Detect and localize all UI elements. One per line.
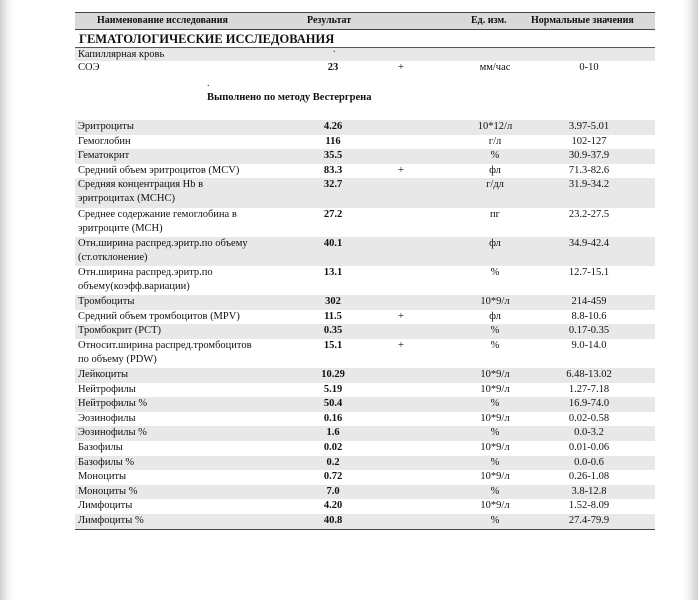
row-name-line2: эритроцитах (MCHC): [78, 193, 176, 205]
row-unit: г/дл: [486, 179, 504, 191]
row-value: 40.8: [323, 515, 343, 527]
row-norm: 8.8-10.6: [571, 310, 607, 322]
row-name-line2: по объему (PDW): [78, 353, 157, 365]
row-norm: 0.02-0.58: [568, 412, 610, 424]
row-unit: 10*9/л: [480, 296, 510, 308]
table-row: [75, 441, 655, 456]
row-name: Моноциты %: [78, 485, 138, 497]
table-row: [75, 499, 655, 514]
row-name-line2: эритроците (MCH): [78, 222, 163, 234]
table-row: [75, 485, 655, 500]
table-row: [75, 310, 655, 325]
row-name-line2: (ст.отклонение): [78, 251, 148, 263]
row-name: Относит.ширина распред.тромбоцитов: [78, 339, 252, 351]
table-row: [75, 514, 655, 529]
row-name: Лимфоциты %: [78, 515, 144, 527]
row-norm: 12.7-15.1: [568, 266, 610, 278]
row-name: Нейтрофилы %: [78, 398, 148, 410]
table-header: [75, 12, 655, 30]
row-unit: 10*9/л: [480, 412, 510, 424]
row-norm: 23.2-27.5: [568, 208, 610, 220]
table-row: [75, 149, 655, 164]
row-norm: 34.9-42.4: [568, 237, 610, 249]
sample-row: [75, 48, 655, 61]
row-value: 83.3: [323, 164, 343, 176]
row-value: 7.0: [326, 485, 340, 497]
row-unit: %: [490, 485, 500, 497]
row-name: Лимфоциты: [78, 500, 133, 512]
row-value: 0.02: [323, 442, 343, 454]
row-name: Эритроциты: [78, 121, 134, 132]
row-value: 4.20: [323, 500, 343, 512]
method-dot: .: [207, 78, 210, 89]
header-unit: Ед. изм.: [471, 15, 507, 26]
row-unit: 10*9/л: [480, 442, 510, 454]
row-flag: +: [398, 339, 404, 351]
header-name: Наименование исследования: [97, 15, 228, 26]
row-name: Средняя концентрация Hb в: [78, 179, 204, 191]
table-row: [75, 456, 655, 471]
row-name: Базофилы: [78, 442, 123, 454]
row-value: 10.29: [321, 369, 345, 381]
row-norm: 0.0-0.6: [574, 456, 604, 468]
table-row: [75, 208, 655, 237]
row-norm: 71.3-82.6: [568, 164, 610, 176]
row-norm: 9.0-14.0: [571, 339, 607, 351]
table-row: [75, 368, 655, 383]
row-unit: 10*9/л: [480, 471, 510, 483]
row-name: Эозинофилы: [78, 412, 136, 424]
row-name: Гематокрит: [78, 150, 130, 162]
row-norm: 1.52-8.09: [568, 500, 610, 512]
sample-label: Капиллярная кровь: [78, 49, 165, 60]
row-name: Базофилы %: [78, 456, 135, 468]
row-value: 4.26: [323, 121, 343, 132]
results-table: [75, 120, 655, 529]
method-note: Выполнено по методу Вестергрена: [207, 92, 372, 103]
row-value: 40.1: [323, 237, 343, 249]
row-name: Нейтрофилы: [78, 383, 136, 395]
row-value: 11.5: [324, 310, 342, 322]
row-value: 0.35: [323, 325, 343, 337]
row-value: 50.4: [323, 398, 343, 410]
row-name: Эозинофилы %: [78, 427, 147, 439]
page-shadow-left: [0, 0, 14, 600]
row-name: Тромбоциты: [78, 296, 135, 308]
row-norm: 27.4-79.9: [568, 515, 610, 527]
row-value: 0.72: [323, 471, 343, 483]
row-unit: фл: [489, 164, 501, 176]
table-row: [75, 426, 655, 441]
row-value: 27.2: [323, 208, 343, 220]
soe-unit: мм/час: [479, 62, 511, 73]
row-unit: %: [490, 150, 500, 162]
row-unit: фл: [489, 237, 501, 249]
row-norm: 3.8-12.8: [571, 485, 607, 497]
row-unit: %: [490, 456, 500, 468]
row-flag: +: [398, 310, 404, 322]
soe-value: 23: [327, 62, 339, 73]
header-norm: Нормальные значения: [531, 15, 634, 26]
table-row: [75, 164, 655, 179]
soe-flag: +: [398, 62, 404, 73]
row-norm: 3.97-5.01: [568, 121, 610, 132]
row-unit: %: [490, 325, 500, 337]
row-name: Отн.ширина распред.эритр.по объему: [78, 237, 248, 249]
section-title: ГЕМАТОЛОГИЧЕСКИЕ ИССЛЕДОВАНИЯ: [75, 30, 655, 48]
row-value: 116: [325, 135, 341, 147]
table-row: [75, 120, 655, 135]
row-unit: 10*9/л: [480, 369, 510, 381]
row-unit: фл: [489, 310, 501, 322]
row-value: 302: [325, 296, 341, 308]
table-row: [75, 178, 655, 207]
soe-name: СОЭ: [78, 62, 100, 73]
row-unit: 10*9/л: [480, 500, 510, 512]
row-name: Тромбокрит (PCT): [78, 325, 161, 337]
row-norm: 102-127: [571, 135, 607, 147]
row-name: Средний объем тромбоцитов (MPV): [78, 310, 240, 322]
table-row: [75, 295, 655, 310]
table-row: [75, 339, 655, 368]
sample-dot: .: [333, 44, 336, 55]
row-unit: 10*12/л: [477, 121, 513, 132]
row-unit: %: [490, 398, 500, 410]
soe-row: [75, 61, 655, 75]
row-value: 15.1: [323, 339, 343, 351]
row-norm: 0.17-0.35: [568, 325, 610, 337]
table-row: [75, 470, 655, 485]
row-norm: 1.27-7.18: [568, 383, 610, 395]
table-row: [75, 383, 655, 398]
table-row: [75, 397, 655, 412]
row-norm: 0.26-1.08: [568, 471, 610, 483]
row-name: Моноциты: [78, 471, 127, 483]
row-unit: 10*9/л: [480, 383, 510, 395]
row-name: Лейкоциты: [78, 369, 129, 381]
row-norm: 0.01-0.06: [568, 442, 610, 454]
row-value: 1.6: [326, 427, 340, 439]
table-row: [75, 266, 655, 295]
row-value: 32.7: [323, 179, 343, 191]
table-bottom-border: [75, 529, 655, 530]
row-unit: пг: [490, 208, 500, 220]
row-unit: %: [490, 266, 500, 278]
row-norm: 214-459: [571, 296, 607, 308]
row-value: 0.16: [323, 412, 343, 424]
page-shadow-right: [682, 0, 698, 600]
row-value: 5.19: [323, 383, 343, 395]
row-name: Гемоглобин: [78, 135, 131, 147]
row-unit: %: [490, 339, 500, 351]
row-unit: %: [490, 427, 500, 439]
row-norm: 16.9-74.0: [568, 398, 610, 410]
soe-norm: 0-10: [579, 62, 599, 73]
row-norm: 0.0-3.2: [574, 427, 604, 439]
row-name: Средний объем эритроцитов (MCV): [78, 164, 240, 176]
row-flag: +: [398, 164, 404, 176]
row-unit: г/л: [488, 135, 502, 147]
row-name: Среднее содержание гемоглобина в: [78, 208, 237, 220]
row-norm: 30.9-37.9: [568, 150, 610, 162]
row-name-line2: объему(коэфф.вариации): [78, 280, 190, 292]
table-row: [75, 412, 655, 427]
row-norm: 6.48-13.02: [566, 369, 612, 381]
row-value: 13.1: [323, 266, 343, 278]
table-row: [75, 135, 655, 150]
row-unit: %: [490, 515, 500, 527]
row-norm: 31.9-34.2: [568, 179, 610, 191]
row-name: Отн.ширина распред.эритр.по: [78, 266, 213, 278]
lab-report-sheet: [75, 12, 655, 527]
table-row: [75, 324, 655, 339]
table-row: [75, 237, 655, 266]
row-value: 0.2: [326, 456, 340, 468]
row-value: 35.5: [323, 150, 343, 162]
header-result: Результат: [307, 15, 352, 26]
